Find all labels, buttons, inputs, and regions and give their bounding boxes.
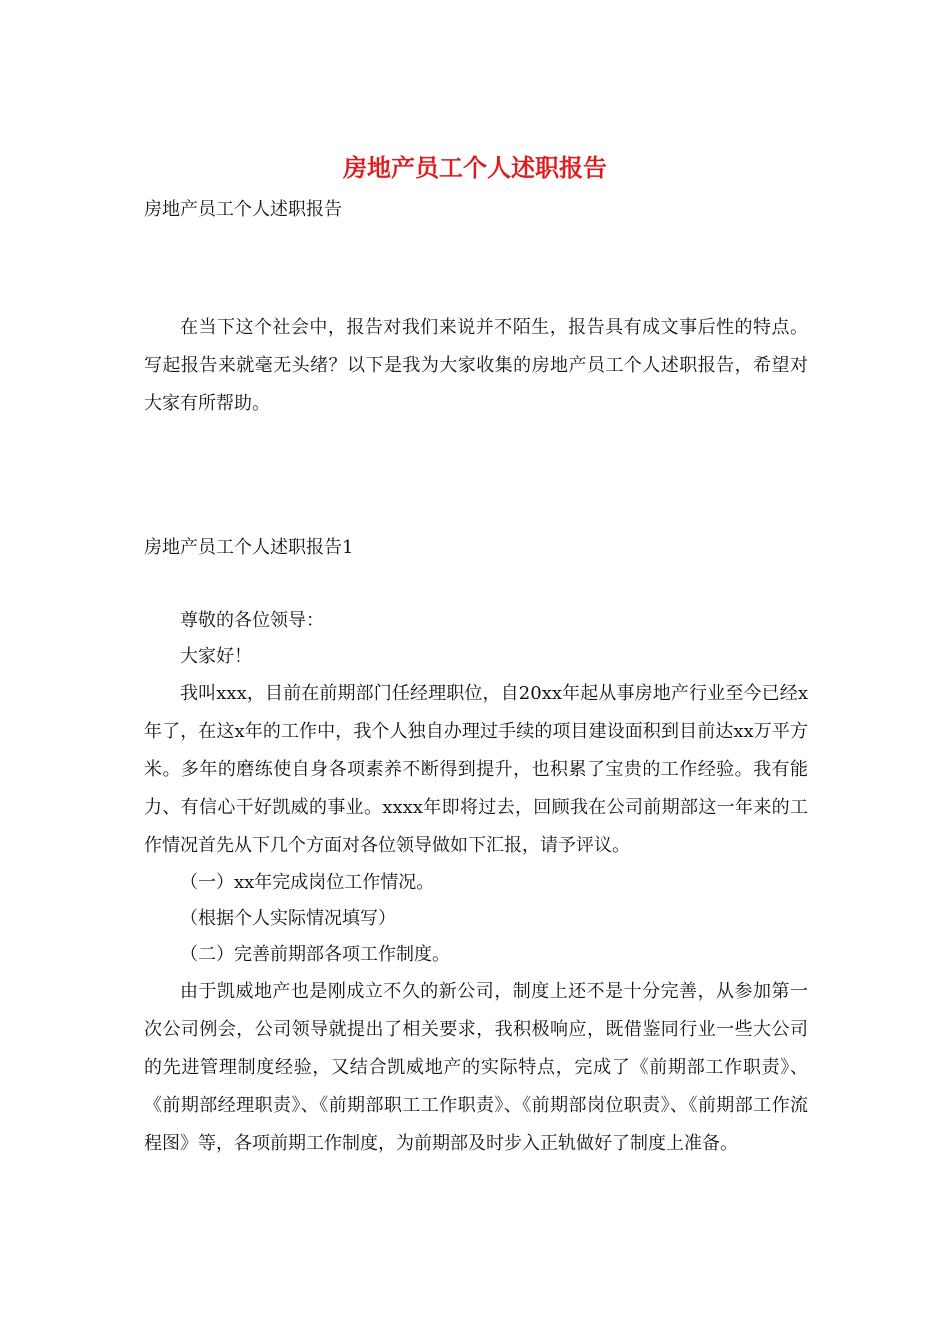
spacer (144, 563, 808, 603)
list-item-1: （一）xx年完成岗位工作情况。 (180, 872, 435, 893)
salutation: 尊敬的各位领导： (180, 610, 324, 631)
document-title: 房地产员工个人述职报告 (343, 153, 607, 182)
body-paragraph-2: 由于凯威地产也是刚成立不久的新公司，制度上还不是十分完善，从参加第一次公司例会，公司领导就提出了相关要求，我积极响应，既借鉴同行业一些大公司的先进管理制度经验，又结合凯威地产的实际特点，完成了《前期部工作职责》、《前期部经理职责》、《前期部职工工作职责》、《前期部岗位职责》、《前期部工作流程图》等，各项前期工作制度，为前期部及时步入正轨做好了制度上准备。 (144, 981, 808, 1154)
document-body (144, 195, 808, 1163)
body-paragraph-1: 我叫xxx，目前在前期部门任经理职位，自20xx年起从事房地产行业至今已经x年了，在这x年的工作中，我个人独自办理过手续的项目建设面积到目前达xx万平方米。多年的磨练使自身各项素养不断得到提升，也积累了宝贵的工作经验。我有能力、有信心干好凯威的事业。xxxx年即将过去，回顾我在公司前期部这一年来的工作情况首先从下几个方面对各位领导做如下汇报，请予评议。 (144, 683, 808, 856)
spacer (144, 225, 808, 309)
document-subtitle: 房地产员工个人述职报告 (144, 199, 342, 220)
intro-paragraph: 在当下这个社会中，报告对我们来说并不陌生，报告具有成文事后性的特点。写起报告来就毫无头绪？以下是我为大家收集的房地产员工个人述职报告，希望对大家有所帮助。 (144, 317, 808, 414)
greeting: 大家好！ (180, 646, 252, 667)
section-heading: 房地产员工个人述职报告1 (144, 537, 354, 558)
list-item-1-note: （根据个人实际情况填写） (180, 908, 396, 929)
list-item-2: （二）完善前期部各项工作制度。 (180, 944, 450, 965)
spacer (144, 423, 808, 533)
